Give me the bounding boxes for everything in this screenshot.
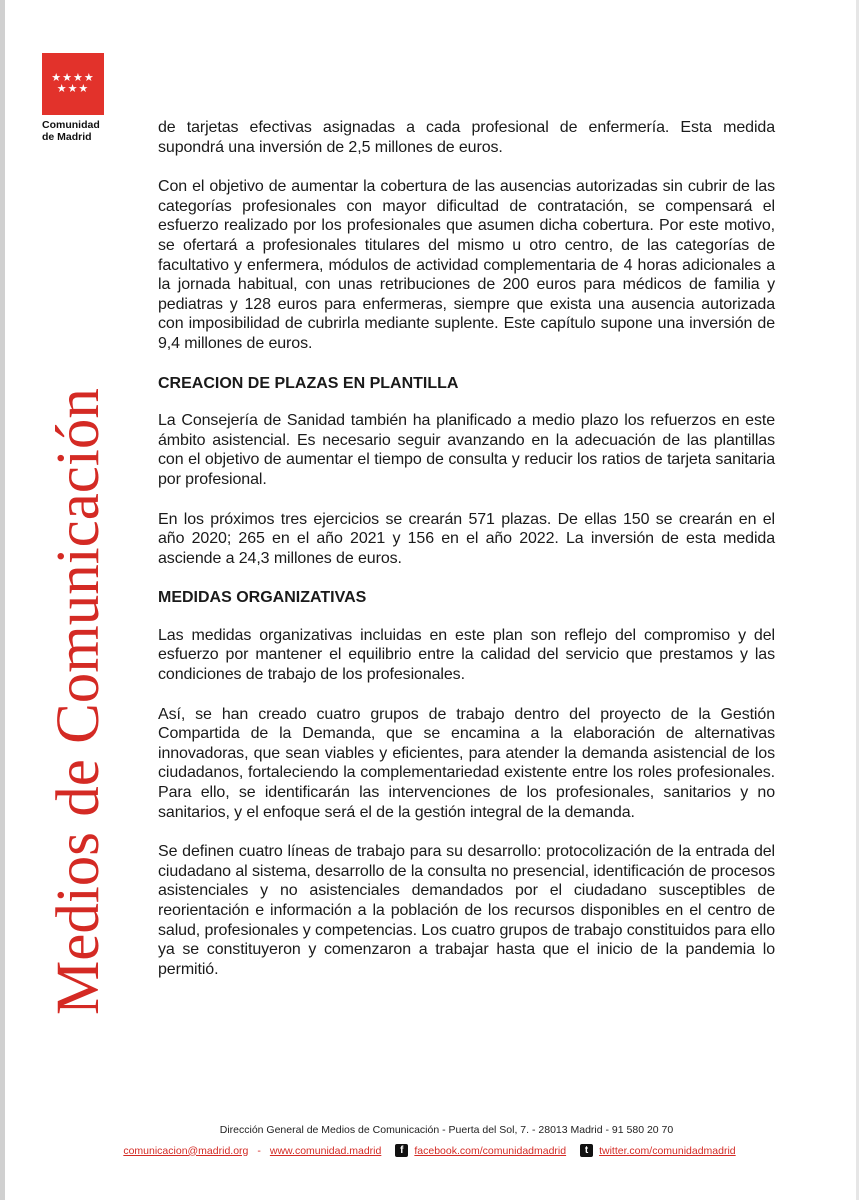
page-edge-left [0,0,5,1200]
paragraph: Se definen cuatro líneas de trabajo para su desarrollo: protocolización de la entrada del ciudadano al sistema, desarrollo de la consulta no presencial, identificación de procesos asistenciales y no asistenciales demandados por el ciudadano susceptibles de reorientación e información a la población de los recursos disponibles en el centro de salud, profesionales y competencias. Los cuatro grupos de trabajo constituidos para ello ya se constituyeron y comenzaron a trabajar hasta que el inicio de la pandemia lo permitió. [158,843,775,978]
twitter-icon: t [580,1144,593,1157]
footer-address: Dirección General de Medios de Comunicación - Puerta del Sol, 7. - 28013 Madrid - 91 580 20 70 [219,1124,674,1136]
comunidad-madrid-logo [42,53,104,143]
paragraph: Con el objetivo de aumentar la cobertura de las ausencias autorizadas sin cubrir de las categorías profesionales con mayor dificultad de contratación, se compensará el esfuerzo realizado por los profesionales que asumen dicha cobertura. Por este motivo, se ofertará a profesionales titulares del mismo u otro centro, de las categorías de facultativo y enfermera, módulos de actividad complementaria de 4 horas adicionales a la jornada habitual, con unas retribuciones de 200 euros para médicos de familia y pediatras y 128 euros para enfermeras, siempre que exista una ausencia autorizada con imposibilidad de cubrirla mediante suplente. Este capítulo supone una inversión de 9,4 millones de euros. [158,178,775,352]
paragraph: Las medidas organizativas incluidas en este plan son reflejo del compromiso y del esfuerzo por mantener el equilibrio entre la calidad del servicio que prestamos y las condiciones de trabajo de los profesionales. [158,626,775,684]
email-link[interactable]: comunicacion@madrid.org [123,1144,249,1157]
paragraph: Así, se han creado cuatro grupos de trabajo dentro del proyecto de la Gestión Compartida de la Demanda, que se encamina a la elaboración de alternativas innovadoras, que sean viables y eficientes, para atender la demanda asistencial de los ciudadanos, fortaleciendo la complementariedad existente entre los roles profesionales. Para ello, se identificarán las intervenciones de los profesionales, sanitarios y no sanitarios, y el enfoque será el de la gestión integral de la demanda. [158,705,775,821]
document-body [158,118,775,999]
section-heading: MEDIDAS ORGANIZATIVAS [158,589,367,607]
footer-separator: - [257,1144,261,1157]
paragraph: La Consejería de Sanidad también ha planificado a medio plazo los refuerzos en este ámbito asistencial. Es necesario seguir avanzando en la adecuación de las plantillas con el objetivo de aumentar el tiempo de consulta y reducir los ratios de tarjeta sanitaria por profesional. [158,412,775,488]
sidebar-title: Medios de Comunicación [45,388,112,1015]
facebook-icon: f [395,1144,408,1157]
facebook-link[interactable]: facebook.com/comunidadmadrid [414,1144,567,1157]
logo-text [42,119,104,143]
logo-stars-top-icon: ★★★★ [51,72,95,84]
page-footer [0,1124,859,1157]
logo-text-line1: Comunidad [42,119,100,131]
section-heading: CREACION DE PLAZAS EN PLANTILLA [158,374,459,392]
website-link[interactable]: www.comunidad.madrid [269,1144,382,1157]
paragraph: En los próximos tres ejercicios se crearán 571 plazas. De ellas 150 se crearán en el año 2020; 265 en el año 2021 y 156 en el año 2022. La inversión de esta medida asciende a 24,3 millones de euros. [158,510,775,567]
logo-stars-bottom-icon: ★★★ [56,83,90,95]
footer-links [0,1144,859,1157]
logo-text-line2: de Madrid [42,131,92,143]
paragraph: de tarjetas efectivas asignadas a cada profesional de enfermería. Esta medida supondrá una inversión de 2,5 millones de euros. [158,119,775,156]
logo-red-square [42,53,104,115]
twitter-link[interactable]: twitter.com/comunidadmadrid [599,1144,736,1157]
